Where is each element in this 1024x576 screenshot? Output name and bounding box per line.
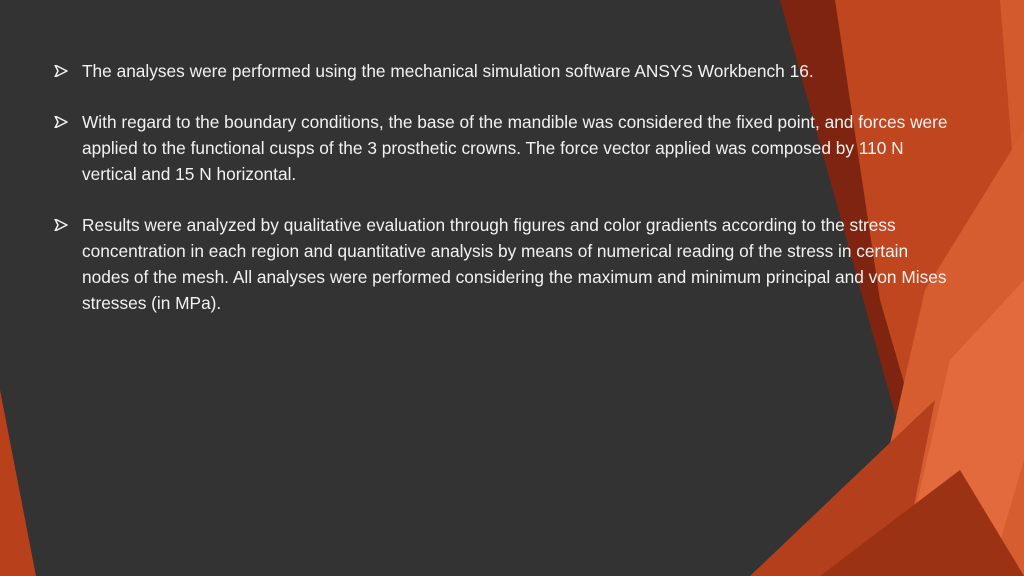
arrow-bullet-icon <box>54 109 70 135</box>
arrow-bullet-icon <box>54 212 70 238</box>
bullet-item <box>54 58 954 84</box>
left-accent-shape <box>0 390 36 576</box>
bullet-text: Results were analyzed by qualitative evaluation through figures and color gradients according to the stress concentration in each region and quantitative analysis by means of numerical reading of the stress in certain nodes of the mesh. All analyses were performed considering the maximum and minimum principal and von Mises stresses (in MPa). <box>82 215 947 313</box>
bullet-item <box>54 109 954 187</box>
bullet-item <box>54 212 954 316</box>
arrow-bullet-icon <box>54 58 70 84</box>
bullet-list <box>54 58 954 341</box>
bullet-text: With regard to the boundary conditions, the base of the mandible was considered the fixed point, and forces were applied to the functional cusps of the 3 prosthetic crowns. The force vector applied was composed by 110 N vertical and 15 N horizontal. <box>82 112 948 184</box>
bullet-text: The analyses were performed using the mechanical simulation software ANSYS Workbench 16. <box>82 61 814 81</box>
